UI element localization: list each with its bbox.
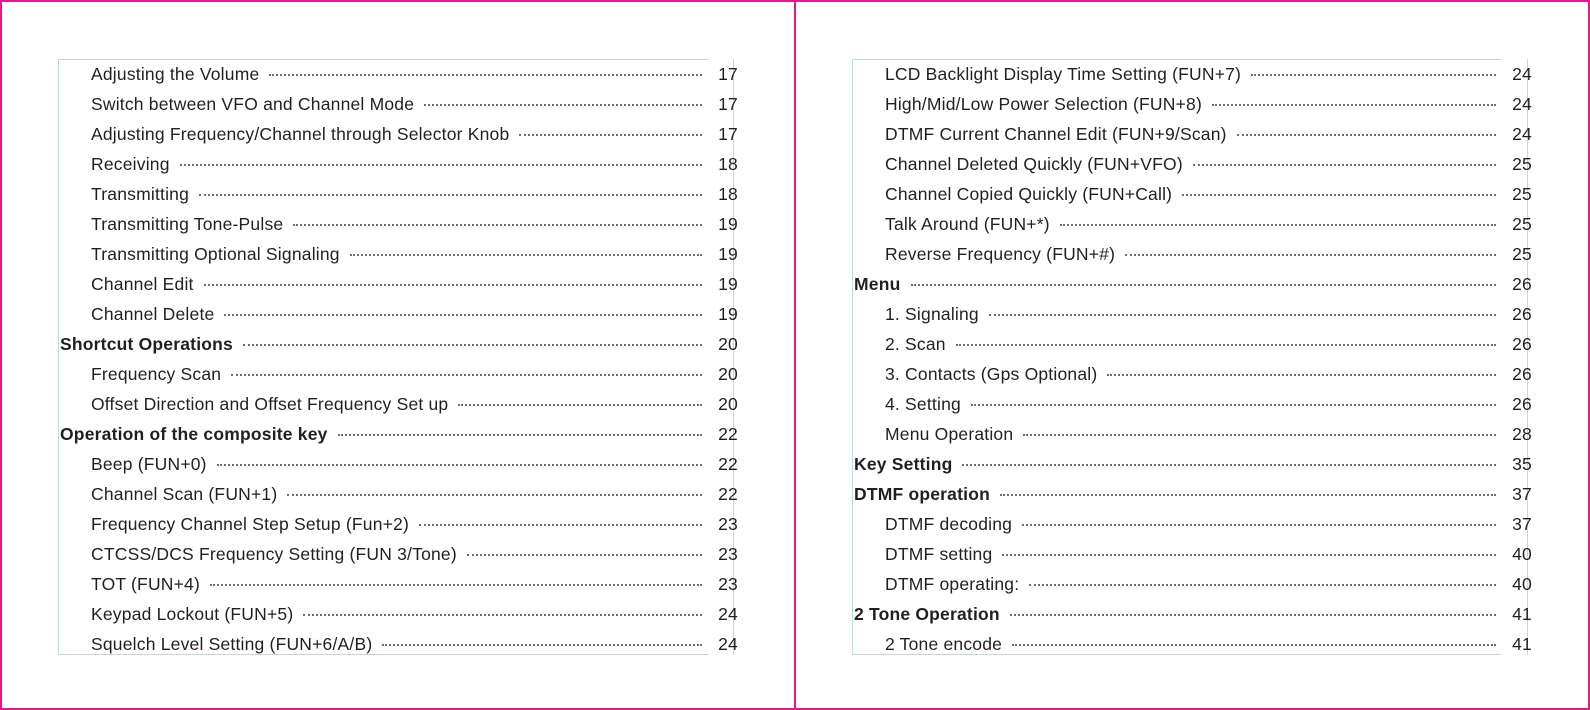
toc-entry-title: Keypad Lockout (FUN+5) xyxy=(91,603,294,624)
toc-entry-title: CTCSS/DCS Frequency Setting (FUN 3/Tone) xyxy=(91,543,457,564)
dot-leader xyxy=(458,404,702,406)
toc-entry-page-number: 25 xyxy=(1512,213,1532,234)
toc-entry-title: 4. Setting xyxy=(885,393,961,414)
toc-entry-page-number: 23 xyxy=(718,513,738,534)
toc-entry-page-number: 22 xyxy=(718,483,738,504)
toc-section-entry[interactable] xyxy=(852,599,1532,629)
toc-section-entry[interactable] xyxy=(852,269,1532,299)
toc-entry[interactable] xyxy=(852,419,1532,449)
dot-leader xyxy=(519,134,702,136)
toc-entry-title: Frequency Channel Step Setup (Fun+2) xyxy=(91,513,410,534)
dot-leader xyxy=(956,344,1496,346)
toc-entry[interactable] xyxy=(58,599,738,629)
toc-entry-page-number: 17 xyxy=(718,93,738,114)
toc-entry-title: High/Mid/Low Power Selection (FUN+8) xyxy=(885,93,1202,114)
toc-entry-page-number: 25 xyxy=(1512,153,1532,174)
dot-leader xyxy=(231,374,702,376)
dot-leader xyxy=(419,524,702,526)
right-page xyxy=(794,0,1590,710)
toc-entry-title: Channel Copied Quickly (FUN+Call) xyxy=(885,183,1173,204)
toc-entry-title: DTMF Current Channel Edit (FUN+9/Scan) xyxy=(885,123,1227,144)
toc-entry-page-number: 40 xyxy=(1512,543,1532,564)
dot-leader xyxy=(1012,644,1496,646)
toc-entry-title: Beep (FUN+0) xyxy=(91,453,207,474)
dot-leader xyxy=(1002,554,1496,556)
toc-entry-page-number: 35 xyxy=(1512,453,1532,474)
dot-leader xyxy=(424,104,702,106)
toc-entry[interactable] xyxy=(58,449,738,479)
dot-leader xyxy=(269,74,702,76)
toc-entry[interactable] xyxy=(852,359,1532,389)
dot-leader xyxy=(962,464,1496,466)
toc-entry[interactable] xyxy=(852,119,1532,149)
toc-entry-title: Channel Edit xyxy=(91,273,194,294)
dot-leader xyxy=(224,314,702,316)
dot-leader xyxy=(303,614,702,616)
toc-entry-title: Talk Around (FUN+*) xyxy=(885,213,1050,234)
dot-leader xyxy=(1010,614,1496,616)
toc-entry-page-number: 41 xyxy=(1512,633,1532,654)
toc-entry-page-number: 41 xyxy=(1512,603,1532,624)
dot-leader xyxy=(1193,164,1496,166)
toc-entry[interactable] xyxy=(58,389,738,419)
toc-entry-page-number: 28 xyxy=(1512,423,1532,444)
toc-entry[interactable] xyxy=(852,59,1532,89)
dot-leader xyxy=(1251,74,1496,76)
toc-entry-title: Channel Scan (FUN+1) xyxy=(91,483,278,504)
toc-entry[interactable] xyxy=(58,359,738,389)
dot-leader xyxy=(1125,254,1496,256)
toc-entry-title: Transmitting Tone-Pulse xyxy=(91,213,284,234)
toc-section-entry[interactable] xyxy=(852,479,1532,509)
toc-entry-title: Squelch Level Setting (FUN+6/A/B) xyxy=(91,633,373,654)
dot-leader xyxy=(1212,104,1496,106)
toc-entry-title: LCD Backlight Display Time Setting (FUN+7) xyxy=(885,63,1242,84)
toc-entry-title: 2 Tone encode xyxy=(885,633,1003,654)
toc-entry-page-number: 23 xyxy=(718,573,738,594)
toc-entry-page-number: 19 xyxy=(718,303,738,324)
dot-leader xyxy=(338,434,702,436)
toc-section-entry[interactable] xyxy=(58,419,738,449)
toc-entry-title: Key Setting xyxy=(854,453,953,474)
toc-entry-page-number: 40 xyxy=(1512,573,1532,594)
dot-leader xyxy=(1060,224,1496,226)
left-toc xyxy=(58,59,738,655)
toc-entry[interactable] xyxy=(58,149,738,179)
toc-entry[interactable] xyxy=(852,239,1532,269)
toc-entry[interactable] xyxy=(58,119,738,149)
toc-entry-page-number: 18 xyxy=(718,153,738,174)
dot-leader xyxy=(911,284,1497,286)
toc-entry[interactable] xyxy=(852,329,1532,359)
right-toc-entries xyxy=(852,59,1532,659)
toc-entry-title: DTMF setting xyxy=(885,543,993,564)
dot-leader xyxy=(382,644,702,646)
toc-entry[interactable] xyxy=(58,59,738,89)
toc-entry-title: Menu Operation xyxy=(885,423,1014,444)
toc-entry-page-number: 17 xyxy=(718,63,738,84)
dot-leader xyxy=(180,164,702,166)
dot-leader xyxy=(210,584,702,586)
dot-leader xyxy=(971,404,1496,406)
toc-entry[interactable] xyxy=(852,509,1532,539)
dot-leader xyxy=(1022,524,1496,526)
toc-entry[interactable] xyxy=(58,179,738,209)
toc-entry-page-number: 24 xyxy=(1512,63,1532,84)
toc-entry-page-number: 26 xyxy=(1512,363,1532,384)
toc-entry[interactable] xyxy=(58,509,738,539)
toc-entry-title: DTMF operating: xyxy=(885,573,1020,594)
toc-entry-page-number: 20 xyxy=(718,333,738,354)
toc-entry-title: Reverse Frequency (FUN+#) xyxy=(885,243,1116,264)
toc-entry-page-number: 22 xyxy=(718,423,738,444)
toc-entry[interactable] xyxy=(852,149,1532,179)
toc-entry-page-number: 25 xyxy=(1512,183,1532,204)
toc-entry-page-number: 20 xyxy=(718,393,738,414)
dot-leader xyxy=(199,194,702,196)
toc-entry-page-number: 18 xyxy=(718,183,738,204)
toc-entry[interactable] xyxy=(58,479,738,509)
dot-leader xyxy=(204,284,702,286)
toc-entry-page-number: 24 xyxy=(718,603,738,624)
toc-entry-title: 3. Contacts (Gps Optional) xyxy=(885,363,1098,384)
toc-entry[interactable] xyxy=(58,209,738,239)
dot-leader xyxy=(1107,374,1496,376)
dot-leader xyxy=(293,224,702,226)
dot-leader xyxy=(243,344,702,346)
toc-entry-title: 2. Scan xyxy=(885,333,946,354)
toc-entry-title: Channel Delete xyxy=(91,303,215,324)
toc-entry-page-number: 17 xyxy=(718,123,738,144)
dot-leader xyxy=(1182,194,1496,196)
toc-entry-page-number: 24 xyxy=(1512,93,1532,114)
toc-entry[interactable] xyxy=(852,569,1532,599)
dot-leader xyxy=(217,464,702,466)
toc-entry[interactable] xyxy=(58,629,738,659)
toc-entry-page-number: 19 xyxy=(718,213,738,234)
toc-entry-title: Adjusting the Volume xyxy=(91,63,260,84)
toc-entry-page-number: 22 xyxy=(718,453,738,474)
toc-entry-page-number: 26 xyxy=(1512,333,1532,354)
toc-entry[interactable] xyxy=(58,299,738,329)
toc-entry-page-number: 37 xyxy=(1512,483,1532,504)
right-toc xyxy=(852,59,1532,655)
toc-entry[interactable] xyxy=(58,539,738,569)
toc-entry-title: DTMF operation xyxy=(854,483,990,504)
toc-entry[interactable] xyxy=(852,539,1532,569)
toc-entry[interactable] xyxy=(852,209,1532,239)
toc-entry-title: Receiving xyxy=(91,153,170,174)
dot-leader xyxy=(1000,494,1496,496)
toc-section-entry[interactable] xyxy=(58,329,738,359)
dot-leader xyxy=(1237,134,1496,136)
toc-entry-page-number: 26 xyxy=(1512,273,1532,294)
toc-entry-page-number: 20 xyxy=(718,363,738,384)
toc-entry[interactable] xyxy=(852,299,1532,329)
toc-entry-page-number: 19 xyxy=(718,243,738,264)
toc-entry[interactable] xyxy=(852,89,1532,119)
toc-entry-title: Switch between VFO and Channel Mode xyxy=(91,93,415,114)
toc-entry-title: Adjusting Frequency/Channel through Selector Knob xyxy=(91,123,510,144)
toc-entry-title: Offset Direction and Offset Frequency Set up xyxy=(91,393,449,414)
dot-leader xyxy=(1023,434,1496,436)
toc-entry[interactable] xyxy=(58,89,738,119)
toc-entry-title: Transmitting Optional Signaling xyxy=(91,243,340,264)
toc-entry-title: TOT (FUN+4) xyxy=(91,573,200,594)
left-toc-entries xyxy=(58,59,738,659)
toc-entry[interactable] xyxy=(852,179,1532,209)
toc-entry-title: Shortcut Operations xyxy=(60,333,233,354)
toc-entry-page-number: 37 xyxy=(1512,513,1532,534)
toc-entry-title: Menu xyxy=(854,273,901,294)
toc-entry-page-number: 26 xyxy=(1512,303,1532,324)
toc-entry[interactable] xyxy=(58,239,738,269)
dot-leader xyxy=(287,494,702,496)
toc-entry-title: Channel Deleted Quickly (FUN+VFO) xyxy=(885,153,1183,174)
dot-leader xyxy=(1029,584,1496,586)
toc-entry-page-number: 19 xyxy=(718,273,738,294)
toc-entry[interactable] xyxy=(852,629,1532,659)
toc-entry-title: 1. Signaling xyxy=(885,303,979,324)
toc-entry-title: Operation of the composite key xyxy=(60,423,328,444)
toc-entry-title: 2 Tone Operation xyxy=(854,603,1000,624)
toc-entry[interactable] xyxy=(58,569,738,599)
dot-leader xyxy=(989,314,1496,316)
toc-section-entry[interactable] xyxy=(852,449,1532,479)
dot-leader xyxy=(350,254,702,256)
toc-entry-title: DTMF decoding xyxy=(885,513,1013,534)
toc-entry-title: Transmitting xyxy=(91,183,190,204)
toc-entry[interactable] xyxy=(852,389,1532,419)
toc-entry-page-number: 26 xyxy=(1512,393,1532,414)
toc-entry-page-number: 23 xyxy=(718,543,738,564)
toc-entry[interactable] xyxy=(58,269,738,299)
toc-entry-page-number: 24 xyxy=(1512,123,1532,144)
dot-leader xyxy=(467,554,702,556)
toc-entry-page-number: 24 xyxy=(718,633,738,654)
toc-entry-page-number: 25 xyxy=(1512,243,1532,264)
toc-entry-title: Frequency Scan xyxy=(91,363,222,384)
